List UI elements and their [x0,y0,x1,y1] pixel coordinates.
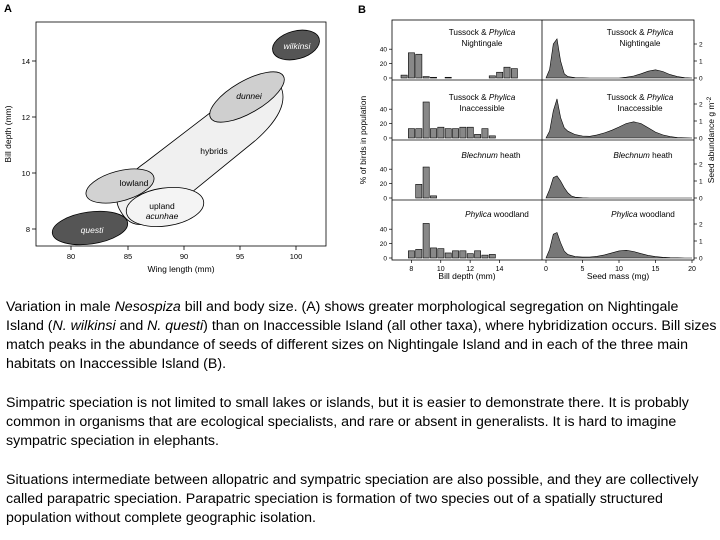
histogram-bar [423,102,429,138]
histogram-bar [489,254,495,258]
right-y-tick-label: 2 [699,221,703,229]
left-y-tick-label: 20 [379,121,387,129]
title-fragment: Phylica [646,28,674,37]
left-y-tick-label: 20 [379,181,387,189]
histogram-bar [452,251,458,258]
right-x-tick-label: 15 [651,266,660,273]
histogram-bar [423,167,429,198]
row-0-left-subtitle: Nightingale [461,39,503,48]
title-fragment: Blechnum [613,151,650,160]
right-y-tick-label: 2 [699,41,703,49]
left-y-tick-label: 0 [383,255,387,263]
left-y-tick-label: 0 [383,195,387,203]
label-questi: questi [80,225,104,235]
title-fragment: Tussock & [606,28,647,37]
caption-text: bill and body size. (A) shows greater morphological segregation on Nightingale Island ( [6,299,679,334]
right-x-tick-label: 20 [688,266,696,273]
histogram-bar [467,254,473,258]
right-y-tick-label: 2 [699,101,703,109]
y-tick-label: 12 [21,113,30,122]
histogram-bar [423,223,429,258]
histogram-bar [511,69,517,78]
right-y-tick-label: 1 [699,178,703,186]
right-y-tick-label: 2 [699,161,703,169]
histogram-bar [504,67,510,78]
right-y-axis-label-sup: -2 [706,96,713,103]
caption-paragraph [6,298,718,374]
y-tick-label: 8 [25,225,30,234]
left-y-tick-label: 40 [379,46,387,54]
histogram-bar [423,77,429,78]
histogram-bar [445,253,451,258]
panel-a-y-axis-label: Bill depth (mm) [3,105,13,163]
caption-text: Variation in male [6,299,115,315]
title-fragment: Phylica [488,28,516,37]
title-fragment: Blechnum [461,151,498,160]
left-y-tick-label: 20 [379,61,387,69]
right-y-axis-label-main: Seed abundance g m [706,102,716,184]
left-x-tick-label: 10 [436,266,445,273]
title-fragment: heath [497,151,521,160]
right-x-tick-label: 0 [544,266,548,273]
caption-text: and [115,318,148,334]
row-3-left-title [465,210,529,219]
histogram-bar [489,136,495,138]
body-text: Situations intermediate between allopatric and sympatric speciation are also possible, and they are collectively called parapatric speciation. Parapatric speciation is formation of two species out of a spatially structured population without complete geographic isolation. [6,472,699,526]
left-x-tick-label: 12 [466,266,475,273]
left-y-tick-label: 20 [379,241,387,249]
row-1-right-subtitle: Inaccessible [617,104,663,113]
panel-b-left-x-axis-label: Bill depth (mm) [438,271,496,281]
histogram-bar [430,129,436,138]
panel-a-letter: A [4,3,12,15]
left-y-tick-label: 40 [379,226,387,234]
caption-italic: Nesospiza [114,299,181,315]
row-0-right-title [607,28,674,37]
histogram-bar [460,251,466,258]
label-wilkinsi: wilkinsi [283,41,311,51]
right-y-tick-label: 1 [699,58,703,66]
histogram-bar [408,251,414,258]
body-text: Simpatric speciation is not limited to small lakes or islands, but it is easier to demonstrate there. It is probably common in organisms that are ecological specialists, and rare or absent in generalists. It is hard to imagine sympatric speciation in elephants. [6,395,689,449]
panel-b-right-y-axis-label [706,96,716,183]
figure-caption [6,298,718,374]
x-tick-label: 85 [123,252,133,261]
histogram-bar [438,127,444,138]
title-fragment: Tussock & [448,28,489,37]
histogram-bar [497,72,503,78]
caption-text: ) than on Inaccessible Island (all other taxa), where hybridization occurs. Bill sizes match peaks in the abundance of seeds of different sizes on Nightingale Island and in each of the three main habitats on Inaccessible Island (B). [6,318,717,372]
left-y-tick-label: 0 [383,135,387,143]
panel-b-right-x-axis-label: Seed mass (mg) [586,271,650,281]
caption-italic: N. wilkinsi [52,318,116,334]
histogram-bar [467,127,473,138]
histogram-bar [489,76,495,78]
row-0-right-subtitle: Nightingale [619,39,661,48]
histogram-bar [482,129,488,138]
histogram-bar [430,196,436,198]
x-tick-label: 80 [66,252,76,261]
title-fragment: woodland [491,210,529,219]
row-2-right-title [613,151,673,160]
histogram-bar [430,77,436,78]
y-tick-label: 10 [21,169,30,178]
panel-b-left-y-axis-label: % of birds in population [358,95,368,185]
y-tick-label: 14 [21,57,30,66]
histogram-bar [445,129,451,138]
row-1-left-title [449,93,516,102]
label-dunnei: dunnei [236,91,262,101]
right-x-tick-label: 10 [615,266,623,273]
histogram-bar [408,53,414,78]
histogram-bar [482,255,488,258]
caption-italic: N. questi [147,318,204,334]
row-2-left-title [461,151,521,160]
x-tick-label: 90 [179,252,189,261]
right-y-tick-label: 0 [699,255,703,263]
right-y-tick-label: 0 [699,135,703,143]
label-acunhae: acunhae [145,211,179,221]
left-y-tick-label: 0 [383,75,387,83]
histogram-bar [475,251,481,258]
label-lowland: lowland [119,178,149,188]
title-fragment: Phylica [488,93,516,102]
histogram-bar [438,249,444,258]
body-paragraph-parapatric [6,471,718,528]
title-fragment: heath [649,151,673,160]
label-upland: upland [149,201,175,211]
body-paragraph-sympatric [6,394,718,451]
x-tick-label: 100 [289,252,303,261]
histogram-bar [416,54,422,78]
left-x-tick-label: 14 [495,266,504,273]
right-y-tick-label: 1 [699,238,703,246]
histogram-bar [452,129,458,138]
histogram-bar [408,129,414,138]
panel-b [358,4,716,281]
row-3-right-title [611,210,675,219]
row-0-left-title [449,28,516,37]
right-y-tick-label: 1 [699,118,703,126]
histogram-bar [416,249,422,258]
histogram-bar [416,184,422,198]
right-y-tick-label: 0 [699,75,703,83]
panel-a [3,3,326,274]
histogram-bar [445,77,451,78]
left-y-tick-label: 40 [379,166,387,174]
title-fragment: woodland [637,210,675,219]
x-tick-label: 95 [235,252,245,261]
panel-b-letter: B [358,4,366,16]
label-hybrids: hybrids [200,146,228,156]
row-1-left-subtitle: Inaccessible [459,104,505,113]
title-fragment: Phylica [611,210,638,219]
histogram-bar [460,127,466,138]
row-1-right-title [607,93,674,102]
histogram-bar [475,134,481,138]
right-x-tick-label: 5 [580,266,585,273]
left-y-tick-label: 40 [379,106,387,114]
title-fragment: Tussock & [448,93,489,102]
histogram-bar [401,75,407,78]
left-x-tick-label: 8 [409,266,414,273]
title-fragment: Phylica [646,93,674,102]
histogram-bar [430,248,436,258]
panel-a-x-axis-label: Wing length (mm) [147,264,215,274]
title-fragment: Phylica [465,210,492,219]
title-fragment: Tussock & [606,93,647,102]
histogram-bar [416,129,422,138]
right-y-tick-label: 0 [699,195,703,203]
